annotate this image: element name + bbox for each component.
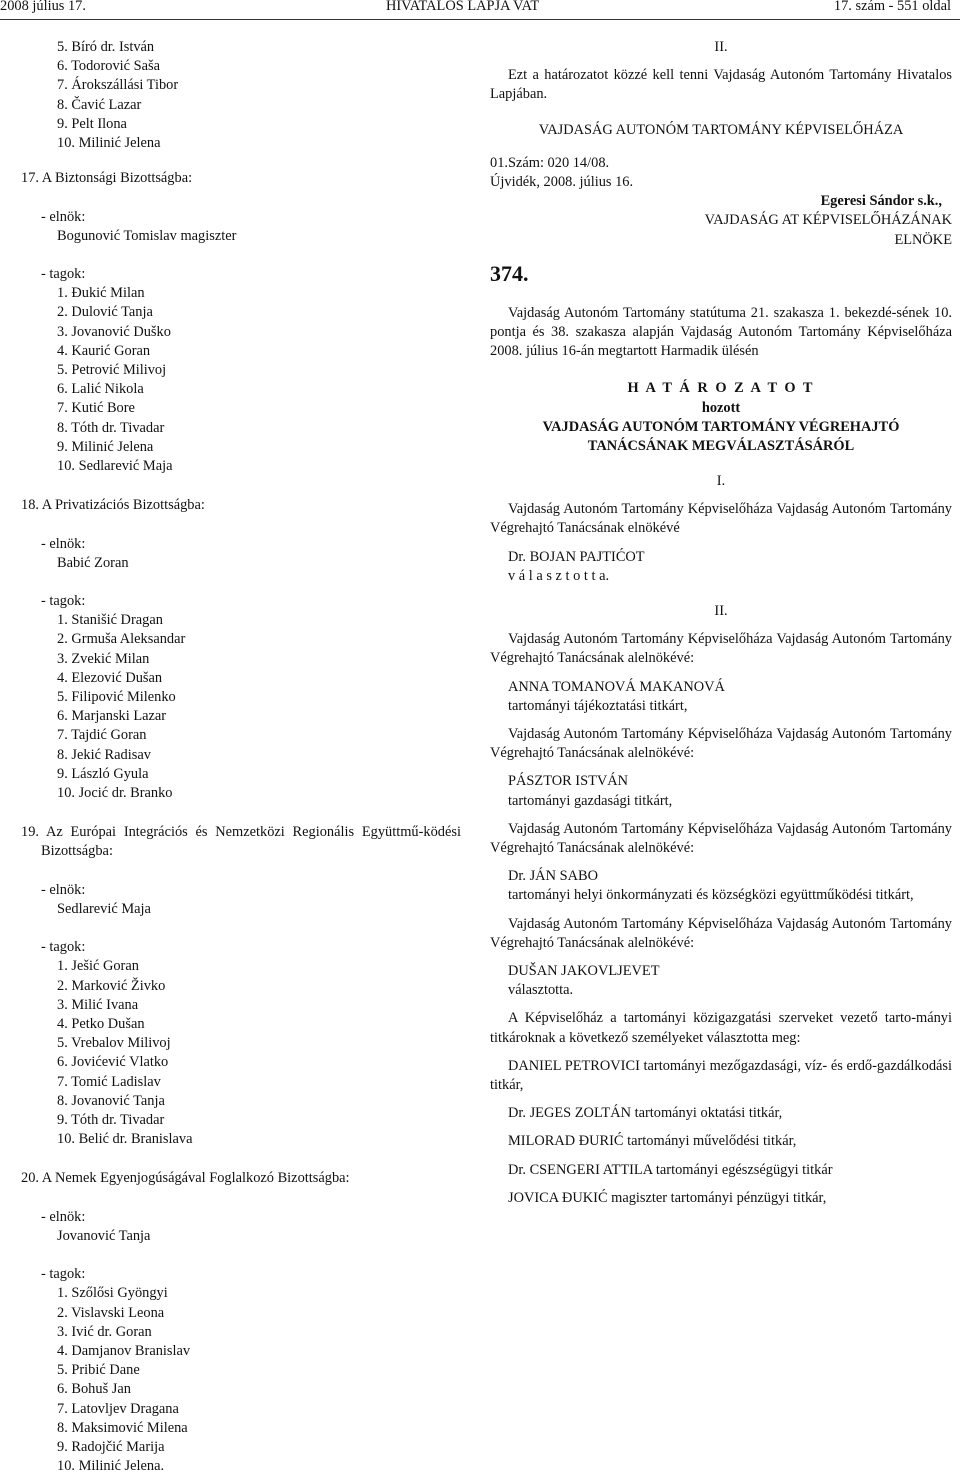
list-item: 3. Jovanović Duško (57, 323, 171, 340)
list-item: 2. Vislavski Leona (57, 1304, 165, 1321)
list-item: 10. Sedlarević Maja (57, 457, 173, 474)
list-item: 5. Bíró dr. István (57, 39, 155, 55)
list-item: 8. Jekić Radisav (57, 746, 151, 763)
list-item: 6. Todorović Saša (57, 58, 161, 75)
list-item: 3. Milić Ivana (57, 996, 139, 1013)
list-item: 1. Stanišić Dragan (57, 612, 163, 629)
decision-subject-1: VAJDASÁG AUTONÓM TARTOMÁNY VÉGREHAJTÓ (542, 418, 900, 435)
paragraph: Vajdaság Autonóm Tartomány Képviselőháza Vajdaság Autonóm Tartomány Végrehajtó Tanácsának alelnökévé: (490, 631, 952, 667)
paragraph: Vajdaság Autonóm Tartomány Képviselőháza Vajdaság Autonóm Tartomány Végrehajtó Tanácsának alelnökévé: (490, 726, 952, 762)
vice-president-name: ANNA TOMANOVÁ MAKANOVÁ (508, 678, 725, 695)
vice-president-role: választotta. (508, 982, 574, 999)
list-item: 1. Ješić Goran (57, 958, 139, 975)
list-item: 8. Čavić Lazar (57, 96, 142, 113)
vice-president-role: tartományi tájékoztatási titkárt, (508, 697, 688, 714)
list-item: 10. Belić dr. Branislava (57, 1131, 193, 1148)
vice-president-role: tartományi gazdasági titkárt, (508, 792, 673, 809)
chair-label: - elnök: (41, 535, 86, 552)
section-19 (21, 823, 461, 1149)
decision-heading: H A T Á R O Z A T O T (627, 380, 815, 397)
section-roman-numeral: II. (714, 603, 728, 620)
list-item: 2. Grmuša Aleksandar (57, 631, 186, 648)
president-name: Dr. BOJAN PAJTIĆOT (508, 548, 645, 565)
list-item: 7. Latovljev Dragana (57, 1400, 179, 1417)
chair-label: - elnök: (41, 1208, 86, 1225)
act-number: 374. (490, 260, 529, 286)
chair-name: Jovanović Tanja (57, 1227, 151, 1244)
list-item: 10. Jocić dr. Branko (57, 784, 173, 801)
header-journal: HIVATALOS LAPJA VAT (386, 0, 540, 14)
list-item: 2. Dulović Tanja (57, 304, 153, 321)
list-item: 7. Kutić Bore (57, 400, 135, 417)
list-item: 4. Petko Dušan (57, 1016, 145, 1033)
list-item: 9. Milinić Jelena (57, 438, 154, 455)
members-label: - tagok: (41, 266, 86, 283)
right-column (490, 38, 952, 1208)
vice-president-name: DUŠAN JAKOVLJEVET (508, 963, 660, 979)
list-item: 5. Filipović Milenko (57, 689, 176, 705)
section-title: 19. Az Európai Integrációs és Nemzetközi Regionális Együttmű-ködési Bizottságba: (21, 824, 461, 860)
section-17 (21, 169, 461, 476)
assembly-name: VAJDASÁG AUTONÓM TARTOMÁNY KÉPVISELŐHÁZA (538, 121, 904, 138)
list-item: 6. Bohuš Jan (57, 1381, 131, 1398)
list-item: 3. Zvekić Milan (57, 650, 150, 667)
list-item: 8. Tóth dr. Tivadar (57, 419, 165, 436)
page-header (0, 0, 960, 17)
paragraph: Vajdaság Autonóm Tartomány Képviselőháza Vajdaság Autonóm Tartomány Végrehajtó Tanácsának elnökévé (490, 501, 952, 537)
paragraph: A Képviselőház a tartományi közigazgatási szerveket vezető tarto-mányi titkároknak a következő személyeket választotta meg: (490, 1010, 952, 1046)
section-18 (21, 496, 461, 803)
vice-president-role: tartományi helyi önkormányzati és községközi együttműködési titkárt, (508, 887, 914, 904)
vice-president-name: Dr. JÁN SABO (508, 868, 598, 885)
section-title: 17. A Biztonsági Bizottságba: (21, 170, 193, 187)
header-page: 17. szám - 551 oldal (833, 0, 951, 14)
list-item: 5. Petrović Milivoj (57, 362, 167, 378)
list-item: 10. Milinić Jelena. (57, 1458, 165, 1475)
list-item: 5. Vrebalov Milivoj (57, 1035, 171, 1052)
secretary-entry: DANIEL PETROVICI tartományi mezőgazdasági, víz- és erdő-gazdálkodási titkár, (490, 1057, 952, 1093)
section-title: 20. A Nemek Egyenjogúságával Foglalkozó Bizottságba: (21, 1170, 350, 1187)
chair-label: - elnök: (41, 208, 86, 225)
secretary-entry: Dr. JEGES ZOLTÁN tartományi oktatási titkár, (508, 1105, 783, 1122)
list-item: 6. Lalić Nikola (57, 381, 144, 398)
section-title: 18. A Privatizációs Bizottságba: (21, 497, 205, 514)
list-item: 6. Marjanski Lazar (57, 708, 167, 725)
section-roman-numeral: II. (714, 39, 728, 55)
left-column (21, 38, 461, 1476)
list-item: 4. Damjanov Branislav (57, 1343, 191, 1360)
list-item: 3. Ivić dr. Goran (57, 1323, 152, 1340)
chair-label: - elnök: (41, 881, 86, 898)
header-divider (0, 19, 960, 20)
list-item: 4. Elezović Dušan (57, 669, 163, 686)
place-date: Újvidék, 2008. július 16. (490, 173, 634, 190)
header-date: 2008 július 17. (0, 0, 86, 14)
signer-name: Egeresi Sándor s.k., (820, 193, 942, 210)
list-item: 7. Tomić Ladislav (57, 1073, 161, 1090)
list-item: 2. Marković Živko (57, 977, 166, 994)
preamble: Vajdaság Autonóm Tartomány statútuma 21. szakasza 1. bekezdé-sének 10. pontja és 38. szakasza alapján Vajdaság Autonóm Tartomány Képviselőháza 2008. július 16-án megtartott Harmadik ülésén (490, 304, 952, 360)
chair-name: Babić Zoran (57, 554, 129, 571)
list-item: 8. Jovanović Tanja (57, 1092, 165, 1109)
publish-clause: Ezt a határozatot közzé kell tenni Vajdaság Autonóm Tartomány Hivatalos Lapjában. (490, 67, 952, 103)
prev-member-list (21, 38, 461, 153)
chair-name: Sedlarević Maja (57, 900, 151, 917)
paragraph: Vajdaság Autonóm Tartomány Képviselőháza Vajdaság Autonóm Tartomány Végrehajtó Tanácsának alelnökévé: (490, 820, 952, 856)
list-item: 7. Tajdić Goran (57, 727, 147, 744)
chair-name: Bogunović Tomislav magiszter (57, 227, 237, 244)
members-label: - tagok: (41, 593, 86, 610)
list-item: 7. Árokszállási Tibor (57, 77, 179, 94)
elected-statement: v á l a s z t o t t a. (508, 567, 610, 584)
decision-subheading: hozott (701, 399, 741, 416)
list-item: 4. Kaurić Goran (57, 342, 151, 359)
members-label: - tagok: (41, 1266, 86, 1283)
list-item: 6. Jovićević Vlatko (57, 1054, 169, 1071)
vice-president-name: PÁSZTOR ISTVÁN (508, 773, 629, 790)
list-item: 9. Pelt Ilona (57, 115, 127, 132)
secretary-entry: Dr. CSENGERI ATTILA tartományi egészségügyi titkár (508, 1161, 833, 1178)
paragraph: Vajdaság Autonóm Tartomány Képviselőháza Vajdaság Autonóm Tartomány Végrehajtó Tanácsának alelnökévé: (490, 915, 952, 951)
list-item: 9. Tóth dr. Tivadar (57, 1111, 165, 1128)
list-item: 10. Milinić Jelena (57, 134, 161, 151)
list-item: 9. László Gyula (57, 765, 149, 782)
list-item: 9. Radojčić Marija (57, 1438, 165, 1455)
list-item: 1. Szőlősi Gyöngyi (57, 1285, 168, 1302)
signer-role: VAJDASÁG AT KÉPVISELŐHÁZÁNAK (704, 212, 952, 229)
members-label: - tagok: (41, 939, 86, 956)
signer-title: ELNÖKE (894, 231, 952, 248)
list-item: 5. Pribić Dane (57, 1362, 140, 1379)
section-20 (21, 1169, 461, 1476)
reference-number: 01.Szám: 020 14/08. (490, 154, 610, 171)
list-item: 8. Maksimović Milena (57, 1419, 188, 1436)
list-item: 1. Đukić Milan (57, 285, 145, 302)
secretary-entry: MILORAD ĐURIĆ tartományi művelődési titkár, (508, 1133, 797, 1150)
secretary-entry: JOVICA ĐUKIĆ magiszter tartományi pénzügyi titkár, (508, 1189, 827, 1206)
section-roman-numeral: I. (716, 473, 726, 490)
decision-subject-2: TANÁCSÁNAK MEGVÁLASZTÁSÁRÓL (587, 437, 855, 454)
